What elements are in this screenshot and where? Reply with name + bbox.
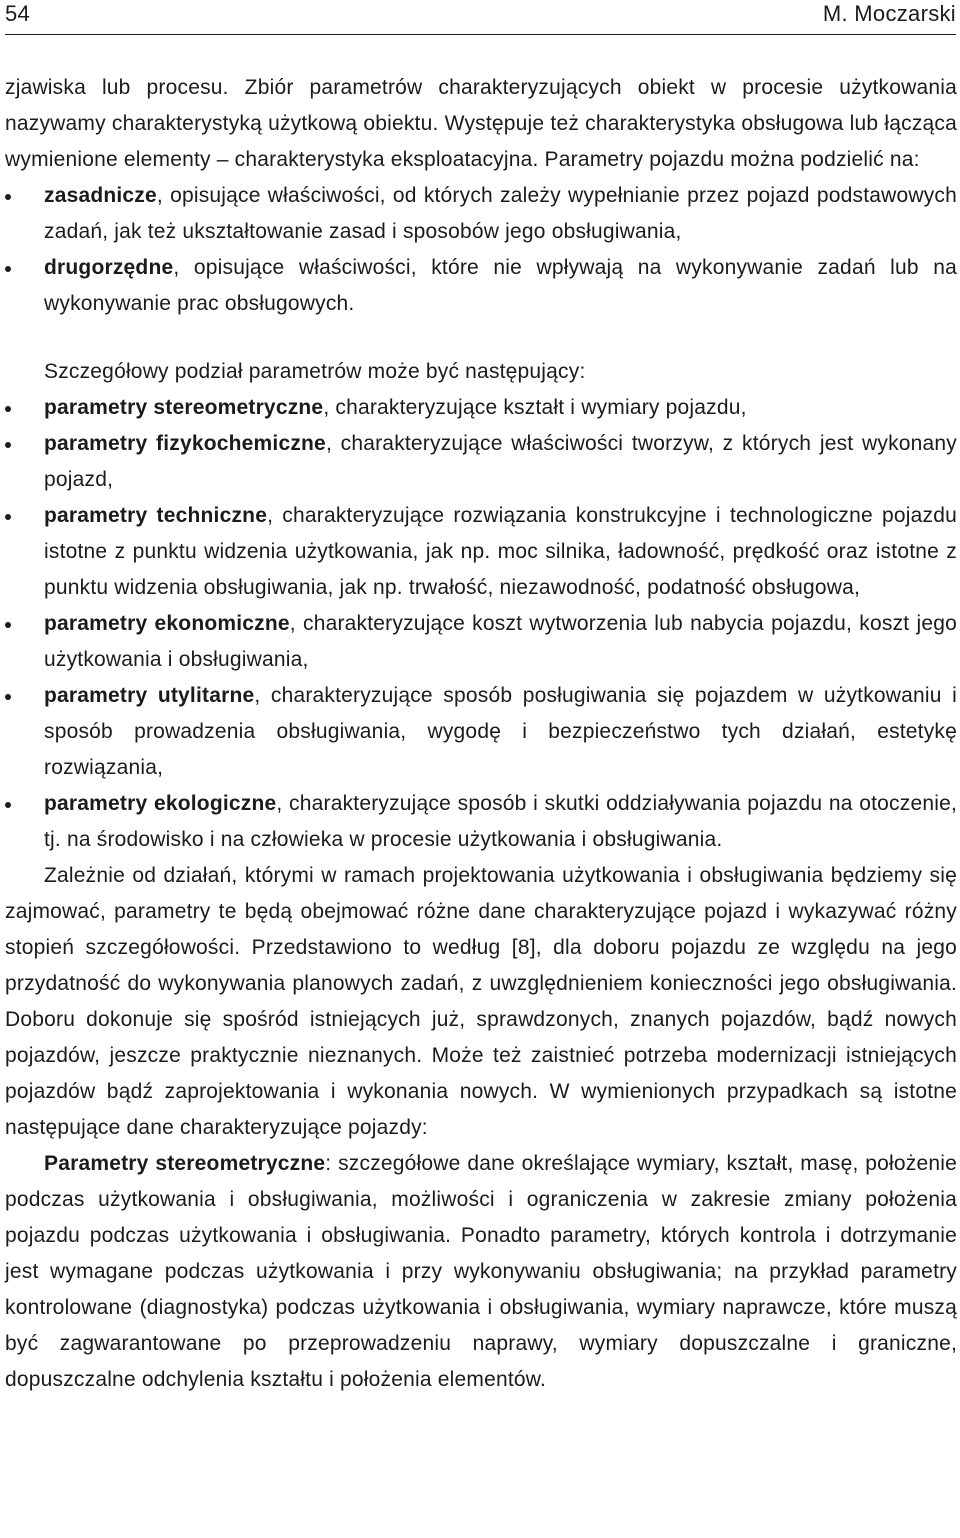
list-item	[5, 390, 957, 426]
list-item	[5, 678, 957, 786]
list-item	[5, 606, 957, 678]
detailed-division-heading: Szczegółowy podział parametrów może być następujący:	[44, 360, 586, 383]
spacer	[5, 322, 957, 354]
body-text	[5, 70, 957, 1398]
list-item-term: parametry ekonomiczne	[44, 612, 290, 635]
list-item-term: drugorzędne	[44, 256, 174, 279]
list-item-text: , charakteryzujące rozwiązania konstrukcyjne i technologiczne pojazdu istotne z punktu widzenia użytkowania, jak np. moc silnika, ładowność, prędkość oraz istotne z punktu widzenia obsługiwania, jak np. trwałość, niezawodność, podatność obsługowa,	[44, 504, 957, 599]
list-item-term: zasadnicze	[44, 184, 157, 207]
list-item-term: parametry techniczne	[44, 504, 268, 527]
page-number: 54	[5, 1, 31, 26]
stereometric-paragraph	[5, 1146, 957, 1398]
list-item	[5, 426, 957, 498]
paragraph-term: Parametry stereometryczne	[44, 1152, 326, 1175]
list-item	[5, 178, 957, 250]
list-item-term: parametry ekologiczne	[44, 792, 277, 815]
list-item	[5, 250, 957, 322]
header-rule	[5, 34, 956, 35]
list-item-text: , charakteryzujące koszt wytworzenia lub nabycia pojazdu, koszt jego użytkowania i obsługiwania,	[44, 612, 957, 671]
running-head: M. Moczarski	[822, 1, 956, 26]
list-item-text: , charakteryzujące sposób i skutki oddziaływania pojazdu na otoczenie, tj. na środowisko i na człowieka w procesie użytkowania i obsługiwania.	[44, 792, 957, 851]
list-item-term: parametry fizykochemiczne	[44, 432, 326, 455]
list-item-term: parametry utylitarne	[44, 684, 255, 707]
parameter-list-detailed	[5, 390, 957, 858]
paragraph-text: : szczegółowe dane określające wymiary, kształt, masę, położenie podczas użytkowania i obsługiwania, możliwości i ograniczenia w zakresie zmiany położenia pojazdu podczas użytkowania i obsługiwania. Ponadto parametry, których kontrola i dotrzymanie jest wymagane podczas użytkowania i przy wykonywaniu obsługiwania; na przykład parametry kontrolowane (diagnostyka) podczas użytkowania i obsługiwania, wymiary naprawcze, które muszą być zagwarantowane po przeprowadzeniu naprawy, wymiary dopuszczalne i graniczne, dopuszczalne odchylenia kształtu i położenia elementów.	[5, 1152, 958, 1391]
intro-paragraph: zjawiska lub procesu. Zbiór parametrów charakteryzujących obiekt w procesie użytkowania nazywamy charakterystyką użytkową obiektu. Występuje też charakterystyka obsługowa lub łącząca wymienione elementy – charakterystyka eksploatacyjna. Parametry pojazdu można podzielić na:	[5, 76, 957, 171]
list-item-text: , charakteryzujące kształt i wymiary pojazdu,	[323, 396, 747, 419]
list-item-text: , charakteryzujące sposób posługiwania się pojazdem w użytkowaniu i sposób prowadzenia obsługiwania, wygodę i bezpieczeństwo tych działań, estetykę rozwiązania,	[44, 684, 957, 779]
list-item-text: , opisujące właściwości, od których zależy wypełnianie przez pojazd podstawowych zadań, jak też ukształtowanie zasad i sposobów jego obsługiwania,	[44, 184, 957, 243]
list-item	[5, 786, 957, 858]
list-item	[5, 498, 957, 606]
page-header	[5, 0, 956, 32]
parameter-list-basic	[5, 178, 957, 322]
selection-paragraph: Zależnie od działań, którymi w ramach projektowania użytkowania i obsługiwania będziemy się zajmować, parametry te będą obejmować różne dane charakteryzujące pojazd i wykazywać różny stopień szczegółowości. Przedstawiono to według [8], dla doboru pojazdu ze względu na jego przydatność do wykonywania planowych zadań, z uwzględnieniem konieczności jego obsługiwania. Doboru dokonuje się spośród istniejących już, sprawdzonych, znanych pojazdów, bądź nowych pojazdów, jeszcze praktycznie nieznanych. Może też zaistnieć potrzeba modernizacji istniejących pojazdów bądź zaprojektowania i wykonania nowych. W wymienionych przypadkach są istotne następujące dane charakteryzujące pojazdy:	[5, 864, 957, 1139]
list-item-text: , charakteryzujące właściwości tworzyw, z których jest wykonany pojazd,	[44, 432, 957, 491]
list-item-term: parametry stereometryczne	[44, 396, 324, 419]
list-item-text: , opisujące właściwości, które nie wpływają na wykonywanie zadań lub na wykonywanie prac obsługowych.	[44, 256, 957, 315]
